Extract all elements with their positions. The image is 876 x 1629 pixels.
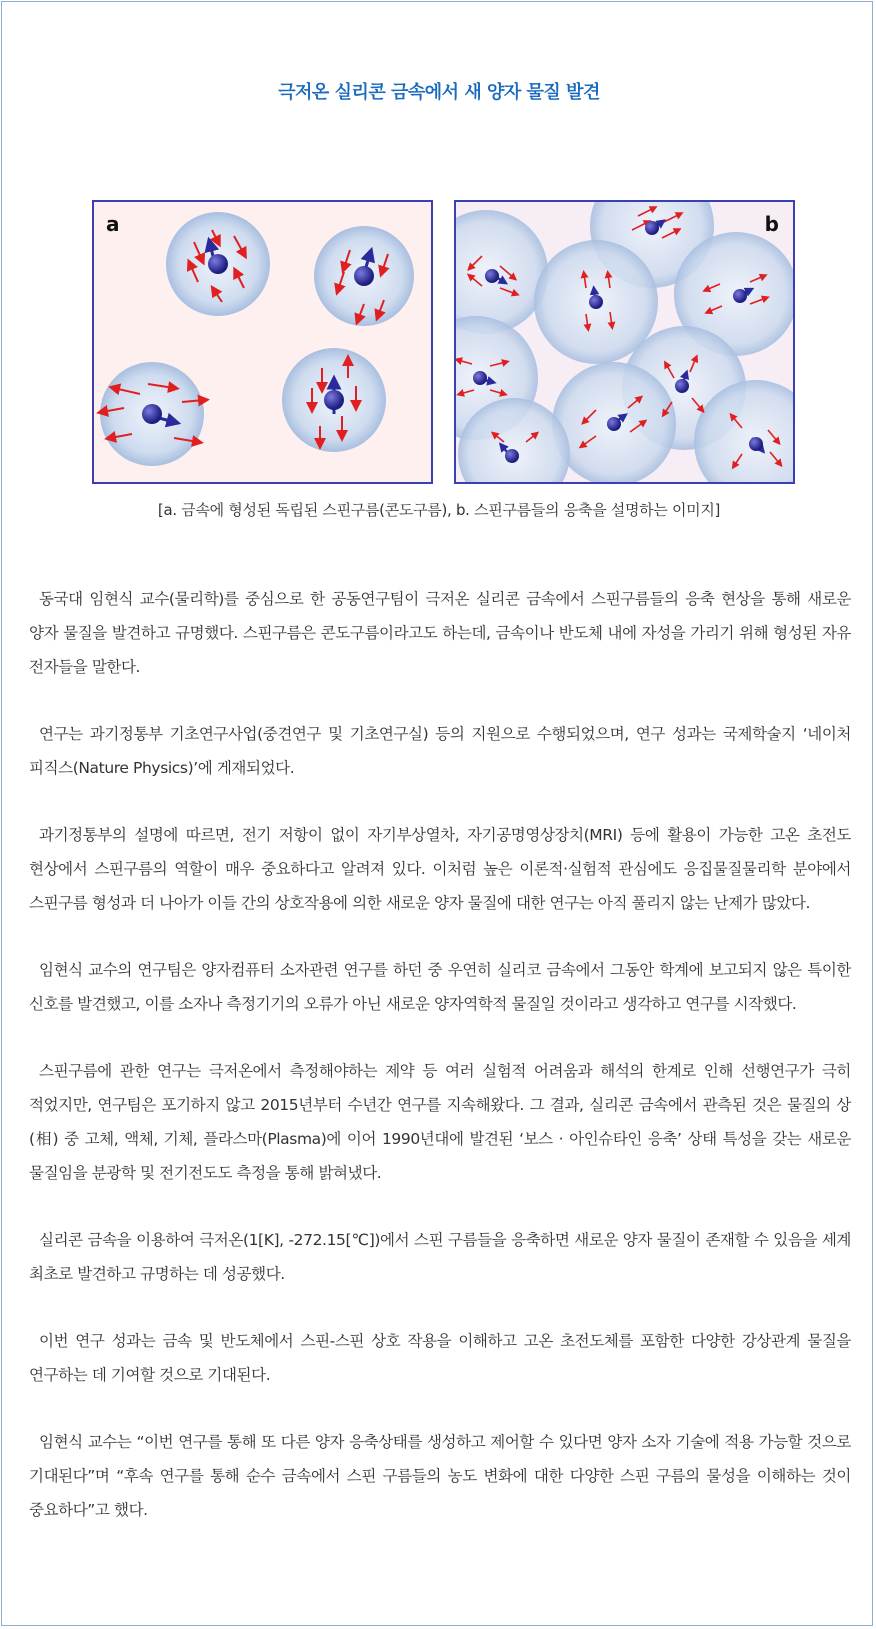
- panel-a-label: a: [106, 212, 120, 236]
- spin-cloud-illustration-b: [456, 202, 795, 484]
- paragraph-1: 동국대 임현식 교수(물리학)를 중심으로 한 공동연구팀이 극저온 실리콘 금속에서 스핀구름들의 응축 현상을 통해 새로운 양자 물질을 발견하고 규명했다. 스핀구름은 콘도구름이라고도 하는데, 금속이나 반도체 내에 자성을 가리기 위해 형성된 자유 전자들을 말한다.: [29, 590, 851, 676]
- panel-b-label: b: [764, 212, 779, 236]
- article-frame: [1, 1, 873, 1626]
- figure-caption: [a. 금속에 형성된 독립된 스핀구름(콘도구름), b. 스핀구름들의 응축을 설명하는 이미지]: [157, 501, 721, 519]
- spin-cloud-illustration-a: [94, 202, 433, 484]
- paragraph-5: 스핀구름에 관한 연구는 극저온에서 측정해야하는 제약 등 여러 실험적 어려움과 해석의 한계로 인해 선행연구가 극히 적었지만, 연구팀은 포기하지 않고 2015년부터 수년간 연구를 지속해왔다. 그 결과, 실리콘 금속에서 관측된 것은 물질의 상(相) 중 고체, 액체, 기체, 플라스마(Plasma)에 이어 1990년대에 발견된 ‘보스 · 아인슈타인 응축’ 상태 특성을 갖는 새로운 물질임을 분광학 및 전기전도도 측정을 통해 밝혀냈다.: [29, 1062, 851, 1182]
- paragraph-4: 임현식 교수의 연구팀은 양자컴퓨터 소자관련 연구를 하던 중 우연히 실리코 금속에서 그동안 학계에 보고되지 않은 특이한 신호를 발견했고, 이를 소자나 측정기기의 오류가 아닌 새로운 양자역학적 물질일 것이라고 생각하고 연구를 시작했다.: [29, 961, 851, 1013]
- article-body: [29, 582, 851, 1560]
- paragraph-2: 연구는 과기정통부 기초연구사업(중견연구 및 기초연구실) 등의 지원으로 수행되었으며, 연구 성과는 국제학술지 ‘네이처 피직스(Nature Physics)’에 게재되었다.: [29, 725, 851, 777]
- paragraph-8: 임현식 교수는 “이번 연구를 통해 또 다른 양자 응축상태를 생성하고 제어할 수 있다면 양자 소자 기술에 적용 가능할 것으로 기대된다”며 “후속 연구를 통해 순수 금속에서 스핀 구름들의 농도 변화에 대한 다양한 스핀 구름의 물성을 이해하는 것이 중요하다”고 했다.: [29, 1433, 851, 1519]
- figure-panel-a: [92, 200, 433, 484]
- paragraph-7: 이번 연구 성과는 금속 및 반도체에서 스핀-스핀 상호 작용을 이해하고 고온 초전도체를 포함한 다양한 강상관계 물질을 연구하는 데 기여할 것으로 기대된다.: [29, 1332, 851, 1384]
- paragraph-3: 과기정통부의 설명에 따르면, 전기 저항이 없이 자기부상열차, 자기공명영상장치(MRI) 등에 활용이 가능한 고온 초전도 현상에서 스핀구름의 역할이 매우 중요하다고 알려져 있다. 이처럼 높은 이론적·실험적 관심에도 응집물질물리학 분야에서 스핀구름 형성과 더 나아가 이들 간의 상호작용에 의한 새로운 양자 물질에 대한 연구는 아직 풀리지 않는 난제가 많았다.: [29, 826, 851, 912]
- article-title: 극저온 실리콘 금속에서 새 양자 물질 발견: [278, 82, 600, 103]
- paragraph-6: 실리콘 금속을 이용하여 극저온(1[K], -272.15[℃])에서 스핀 구름들을 응축하면 새로운 양자 물질이 존재할 수 있음을 세계 최초로 발견하고 규명하는 데 성공했다.: [29, 1231, 851, 1283]
- figure-panel-b: [454, 200, 795, 484]
